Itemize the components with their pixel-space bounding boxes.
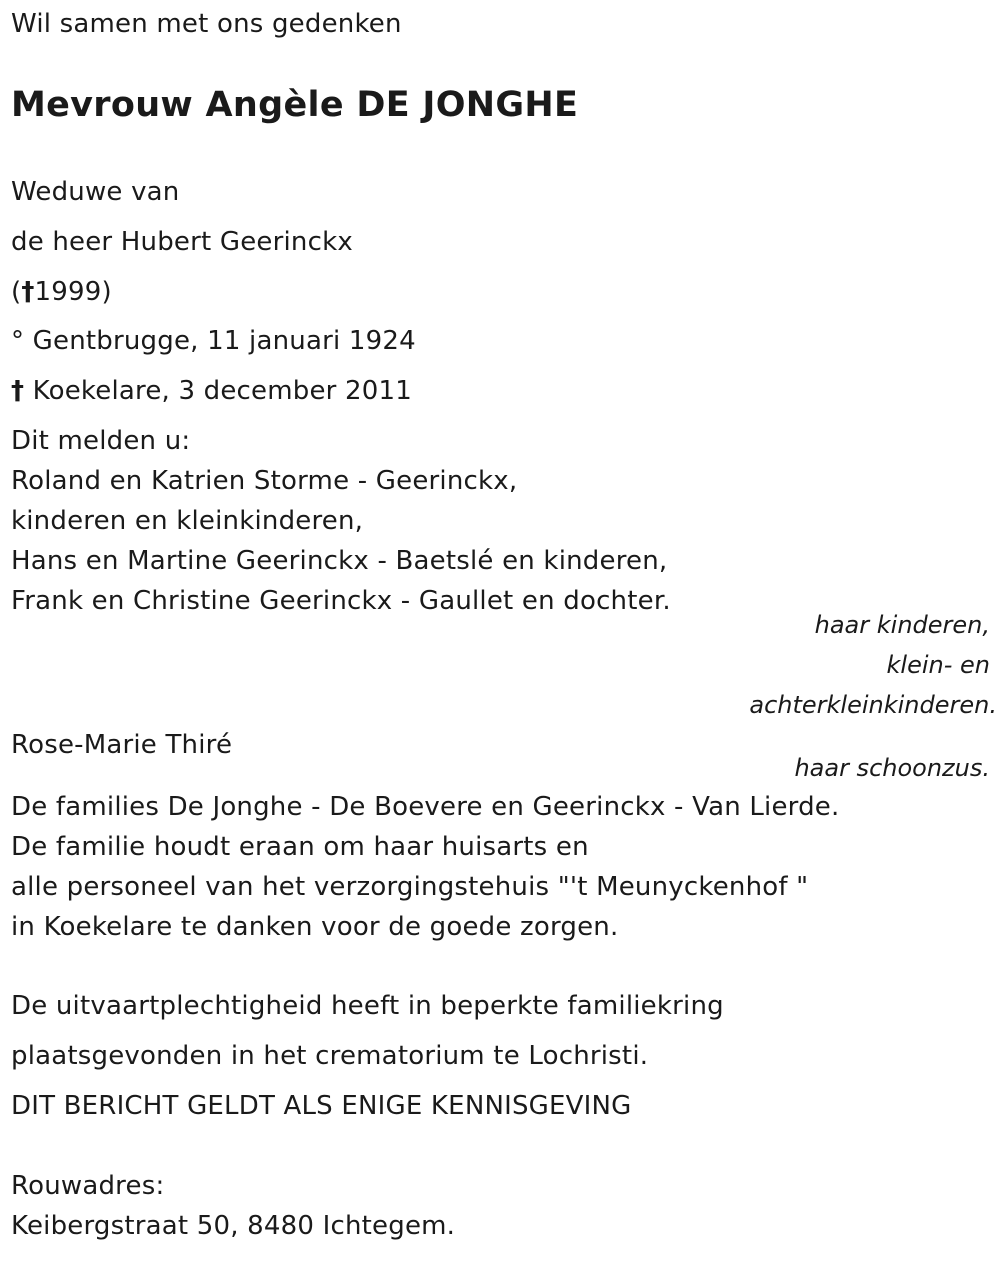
widow-label: Weduwe van bbox=[11, 177, 180, 207]
birth-info: ° Gentbrugge, 11 januari 1924 bbox=[11, 326, 416, 356]
thanks-line: alle personeel van het verzorgingstehuis "'t Meunyckenhof " bbox=[11, 872, 809, 902]
announcers-intro: Dit melden u: bbox=[11, 426, 191, 456]
cross-icon: † bbox=[11, 376, 25, 406]
intro-text: Wil samen met ons gedenken bbox=[11, 9, 402, 39]
sister-in-law-name: Rose-Marie Thiré bbox=[11, 730, 233, 760]
families-line: De families De Jonghe - De Boevere en Geerinckx - Van Lierde. bbox=[11, 792, 840, 822]
death-info-line bbox=[11, 375, 412, 407]
children-role-line: klein- en bbox=[886, 651, 990, 679]
announcer-line: Frank en Christine Geerinckx - Gaullet en dochter. bbox=[11, 586, 671, 616]
children-role-line: haar kinderen, bbox=[814, 611, 990, 639]
deceased-name: Mevrouw Angèle DE JONGHE bbox=[11, 85, 579, 125]
spouse-death-year: 1999 bbox=[34, 277, 102, 307]
address-label: Rouwadres: bbox=[11, 1171, 165, 1201]
ceremony-line: De uitvaartplechtigheid heeft in beperkte familiekring bbox=[11, 991, 724, 1021]
announcer-line: kinderen en kleinkinderen, bbox=[11, 506, 364, 536]
spouse-name: de heer Hubert Geerinckx bbox=[11, 227, 353, 257]
address: Keibergstraat 50, 8480 Ichtegem. bbox=[11, 1211, 456, 1241]
ceremony-line: plaatsgevonden in het crematorium te Lochristi. bbox=[11, 1041, 649, 1071]
children-role-line: achterkleinkinderen. bbox=[749, 691, 997, 719]
notice-line: DIT BERICHT GELDT ALS ENIGE KENNISGEVING bbox=[11, 1091, 632, 1121]
thanks-line: in Koekelare te danken voor de goede zorgen. bbox=[11, 912, 619, 942]
cross-icon: † bbox=[21, 277, 35, 307]
death-info: Koekelare, 3 december 2011 bbox=[32, 376, 413, 406]
sister-in-law-role: haar schoonzus. bbox=[794, 754, 990, 782]
thanks-line: De familie houdt eraan om haar huisarts en bbox=[11, 832, 589, 862]
announcer-line: Roland en Katrien Storme - Geerinckx, bbox=[11, 466, 518, 496]
announcer-line: Hans en Martine Geerinckx - Baetslé en kinderen, bbox=[11, 546, 668, 576]
spouse-death: (†1999) bbox=[11, 277, 112, 307]
